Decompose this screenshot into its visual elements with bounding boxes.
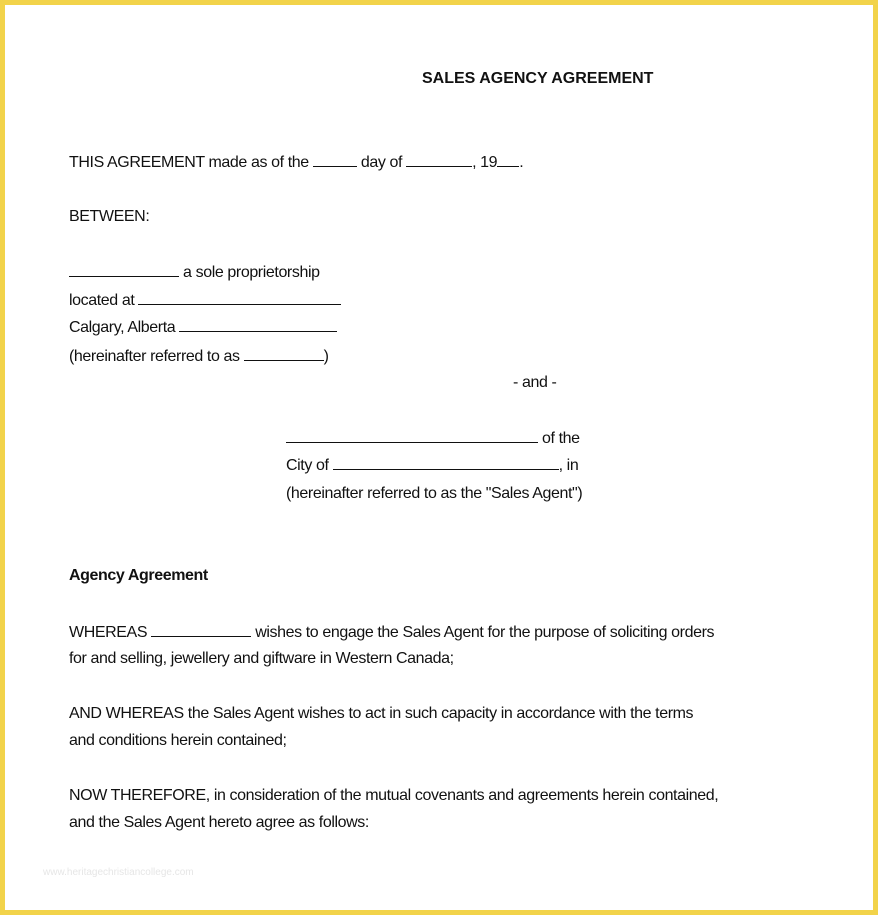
year-blank[interactable] xyxy=(497,152,519,167)
section-heading: Agency Agreement xyxy=(69,567,208,584)
watermark: www.heritagechristiancollege.com xyxy=(43,867,194,878)
party1-line2-text: located at xyxy=(69,292,135,309)
party1-address-blank[interactable] xyxy=(138,290,341,305)
party2-line3: (hereinafter referred to as the "Sales Agent") xyxy=(286,485,583,502)
party2-line2-close: , in xyxy=(558,457,579,474)
party1-line4-text: (hereinafter referred to as xyxy=(69,348,240,365)
party1-line1 xyxy=(69,262,320,283)
party2-line2-text: City of xyxy=(286,457,329,474)
party1-line1-text: a sole proprietorship xyxy=(183,264,320,281)
whereas2-line2: and conditions herein contained; xyxy=(69,732,287,749)
party1-line4 xyxy=(69,346,329,367)
intro-line xyxy=(69,152,523,173)
whereas1-rest: wishes to engage the Sales Agent for the purpose of soliciting orders xyxy=(255,624,715,641)
party1-alias-blank[interactable] xyxy=(244,346,324,361)
intro-text-2: day of xyxy=(360,154,403,171)
party2-line1 xyxy=(286,428,580,449)
party1-city-blank[interactable] xyxy=(179,317,337,332)
month-blank[interactable] xyxy=(406,152,472,167)
intro-text-3: , 19 xyxy=(472,154,498,171)
party2-name-blank[interactable] xyxy=(286,428,538,443)
party2-city-blank[interactable] xyxy=(333,455,559,470)
and-separator: - and - xyxy=(513,374,557,391)
whereas1-line1 xyxy=(69,622,714,643)
between-label: BETWEEN: xyxy=(69,208,150,225)
whereas1-start: WHEREAS xyxy=(69,624,148,641)
day-blank[interactable] xyxy=(313,152,357,167)
party1-line2 xyxy=(69,290,341,311)
whereas1-line2: for and selling, jewellery and giftware in Western Canada; xyxy=(69,650,454,667)
party1-line4-close: ) xyxy=(323,348,329,365)
intro-text-4: . xyxy=(519,154,524,171)
intro-text-1: THIS AGREEMENT made as of the xyxy=(69,154,309,171)
party1-name-blank[interactable] xyxy=(69,262,179,277)
now-therefore-line1: NOW THEREFORE, in consideration of the mutual covenants and agreements herein contained, xyxy=(69,787,719,804)
party2-line2 xyxy=(286,455,578,476)
party2-line1-text: of the xyxy=(542,430,580,447)
whereas2-line1: AND WHEREAS the Sales Agent wishes to act in such capacity in accordance with the terms xyxy=(69,705,694,722)
party1-line3 xyxy=(69,317,337,338)
party1-line3-text: Calgary, Alberta xyxy=(69,319,176,336)
document-title: SALES AGENCY AGREEMENT xyxy=(422,70,654,87)
now-therefore-line2: and the Sales Agent hereto agree as follows: xyxy=(69,814,369,831)
principal-name-blank[interactable] xyxy=(151,622,251,637)
